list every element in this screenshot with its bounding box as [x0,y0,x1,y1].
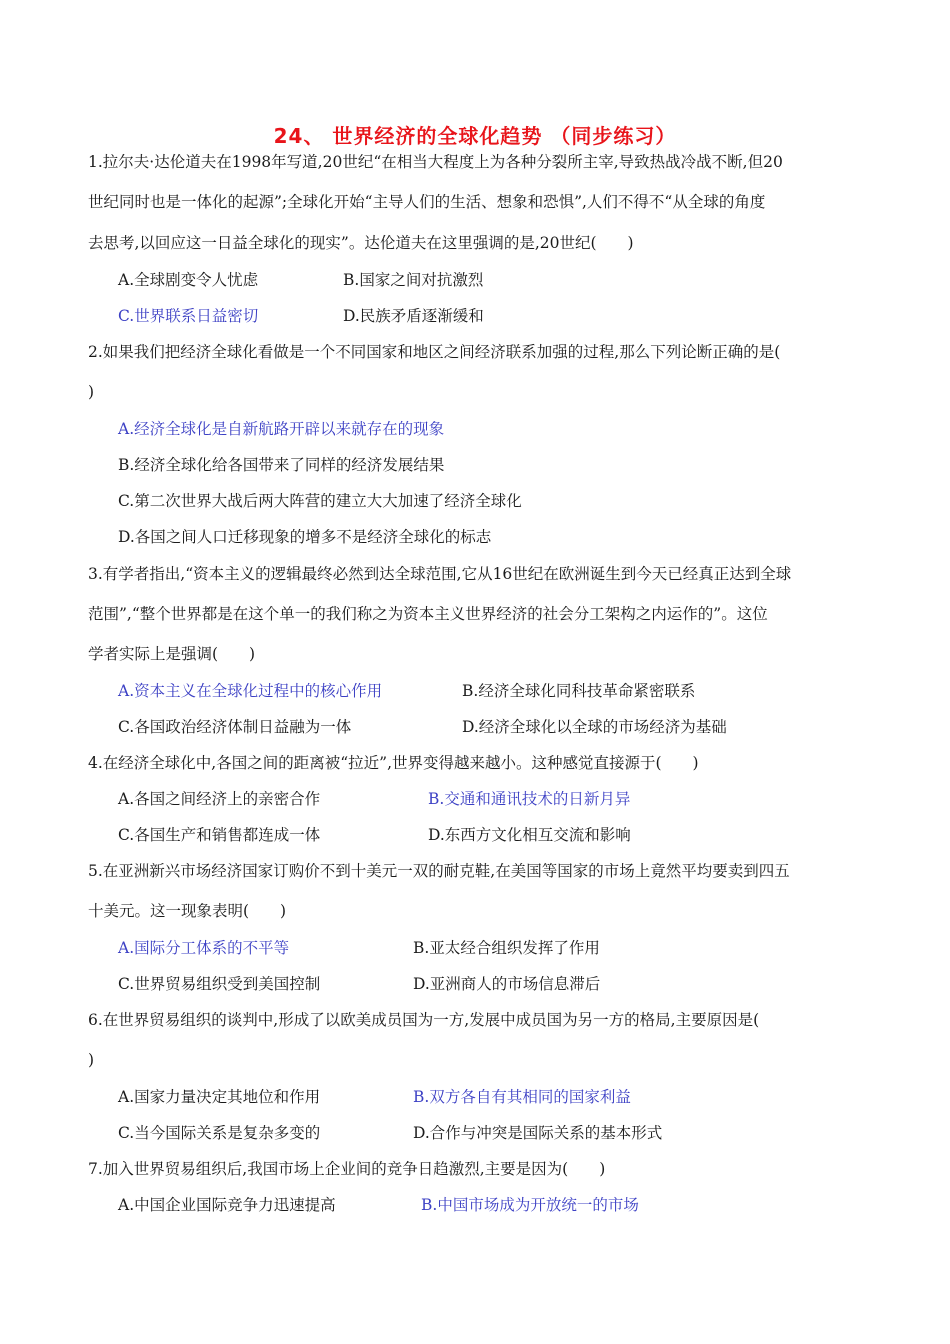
question-1-line-2: 世纪同时也是一体化的起源”;全球化开始“主导人们的生活、想象和恐惧”,人们不得不“从全球的角度 [88,193,766,211]
question-6-option-d: D.合作与冲突是国际关系的基本形式 [413,1124,663,1142]
question-3-line-2: 范围”,“整个世界都是在这个单一的我们称之为资本主义世界经济的社会分工架构之内运作的”。这位 [88,605,768,623]
question-3-option-b: B.经济全球化同科技革命紧密联系 [462,682,696,700]
question-2-line-1: 2.如果我们把经济全球化看做是一个不同国家和地区之间经济联系加强的过程,那么下列论断正确的是( [88,343,781,361]
question-3-option-a: A.资本主义在全球化过程中的核心作用 [118,682,383,700]
question-1-option-d: D.民族矛盾逐渐缓和 [343,307,484,325]
question-2-option-d: D.各国之间人口迁移现象的增多不是经济全球化的标志 [118,528,492,546]
question-5-line-2: 十美元。这一现象表明( ) [88,902,287,920]
question-5-option-a: A.国际分工体系的不平等 [118,939,290,957]
question-1-option-b: B.国家之间对抗激烈 [343,271,484,289]
question-4-option-c: C.各国生产和销售都连成一体 [118,826,321,844]
question-5-option-d: D.亚洲商人的市场信息滞后 [413,975,601,993]
question-3-line-1: 3.有学者指出,“资本主义的逻辑最终必然到达全球范围,它从16世纪在欧洲诞生到今天已经真正达到全球 [88,565,792,583]
question-2-option-c: C.第二次世界大战后两大阵营的建立大大加速了经济全球化 [118,492,522,510]
question-1-line-1: 1.拉尔夫·达伦道夫在1998年写道,20世纪“在相当大程度上为各种分裂所主宰,导致热战冷战不断,但20 [88,153,783,171]
question-7-option-b: B.中国市场成为开放统一的市场 [421,1196,639,1214]
question-6-line-2: ) [88,1051,95,1069]
question-4-option-a: A.各国之间经济上的亲密合作 [118,790,321,808]
question-5-option-b: B.亚太经合组织发挥了作用 [413,939,600,957]
page-title: 24、 世界经济的全球化趋势 （同步练习） [273,124,677,148]
question-3-line-3: 学者实际上是强调( ) [88,645,256,663]
question-7-line-1: 7.加入世界贸易组织后,我国市场上企业间的竞争日趋激烈,主要是因为( ) [88,1160,606,1178]
question-4-option-b: B.交通和通讯技术的日新月异 [428,790,631,808]
question-1-option-a: A.全球剧变令人忧虑 [118,271,259,289]
question-3-option-d: D.经济全球化以全球的市场经济为基础 [462,718,727,736]
question-2-option-b: B.经济全球化给各国带来了同样的经济发展结果 [118,456,445,474]
question-1-line-3: 去思考,以回应这一日益全球化的现实”。达伦道夫在这里强调的是,20世纪( ) [88,234,634,252]
question-5-option-c: C.世界贸易组织受到美国控制 [118,975,321,993]
question-7-option-a: A.中国企业国际竞争力迅速提高 [118,1196,336,1214]
question-6-option-c: C.当今国际关系是复杂多变的 [118,1124,321,1142]
question-6-option-b: B.双方各自有其相同的国家利益 [413,1088,631,1106]
question-6-line-1: 6.在世界贸易组织的谈判中,形成了以欧美成员国为一方,发展中成员国为另一方的格局,主要原因是( [88,1011,760,1029]
question-3-option-c: C.各国政治经济体制日益融为一体 [118,718,352,736]
question-4-option-d: D.东西方文化相互交流和影响 [428,826,631,844]
question-6-option-a: A.国家力量决定其地位和作用 [118,1088,321,1106]
question-4-line-1: 4.在经济全球化中,各国之间的距离被“拉近”,世界变得越来越小。这种感觉直接源于( ) [88,754,699,772]
question-1-option-c: C.世界联系日益密切 [118,307,259,325]
question-2-line-2: ) [88,383,95,401]
question-5-line-1: 5.在亚洲新兴市场经济国家订购价不到十美元一双的耐克鞋,在美国等国家的市场上竟然平均要卖到四五 [88,862,790,880]
question-2-option-a: A.经济全球化是自新航路开辟以来就存在的现象 [118,420,445,438]
